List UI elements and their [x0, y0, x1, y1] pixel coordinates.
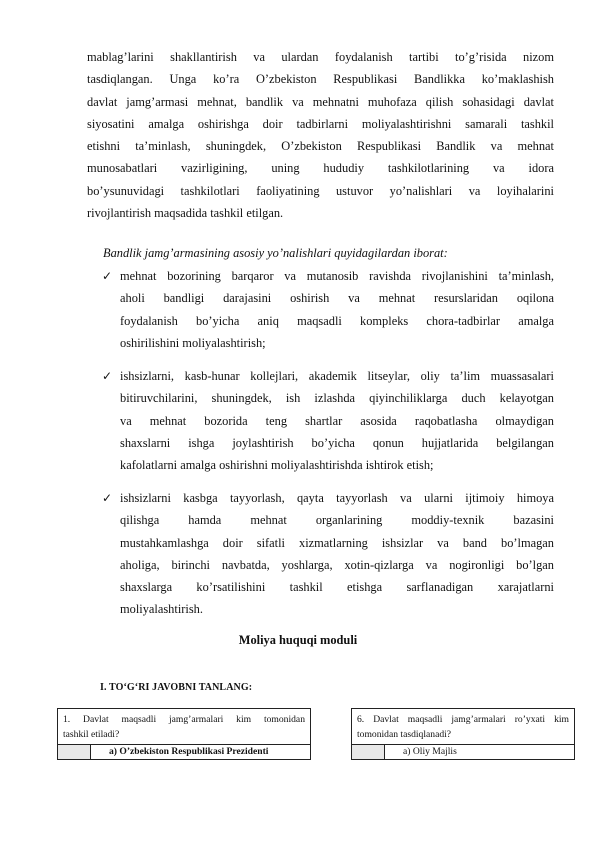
list-item-line: kafolatlarni amalga oshirishni moliyalashtirishda ishtirok etish;	[120, 458, 434, 473]
paragraph-line: davlat jamg’armasi mehnat, bandlik va mehnatni muhofaza qilish sohasidagi davlat	[87, 94, 554, 109]
paragraph-line: rivojlantirish maqsadida tashkil etilgan.	[87, 206, 284, 221]
module-title: Moliya huquqi moduli	[238, 633, 358, 647]
list-item-line: oshirilishini moliyalashtirish;	[120, 335, 266, 350]
list-item-line: aholi bandligi darajasini oshirish va mehnat resurslaridan oqilona	[120, 291, 554, 306]
answer-marker-cell[interactable]	[58, 745, 91, 759]
list-item-line: ishsizlarni kasbga tayyorlash, qayta tayyorlash va ularni ijtimoiy himoya	[120, 491, 554, 505]
list-item-text	[120, 487, 554, 621]
question-line: tashkil etiladi?	[63, 729, 120, 740]
list-item-text	[120, 365, 554, 476]
list-item-text	[120, 265, 554, 354]
question-line: tomonidan tasdiqlanadi?	[357, 729, 452, 740]
question-text	[352, 709, 574, 745]
list-item-line: bitiruvchilarini, shuningdek, ish izlashda qiyinchiliklarga duch kelayotgan	[120, 391, 554, 406]
paragraph-line: mablag’larini shakllantirish va ulardan foydalanish tartibi to’g’risida nizom	[87, 50, 554, 64]
answer-option[interactable]: a) O’zbekiston Respublikasi Prezidenti	[109, 746, 269, 757]
body-paragraph	[87, 46, 554, 224]
answer-option[interactable]: a) Oliy Majlis	[403, 746, 457, 757]
list-item	[102, 365, 554, 477]
checkmark-icon: ✓	[102, 491, 113, 505]
answer-marker-cell[interactable]	[352, 745, 385, 759]
question-line: 6. Davlat maqsadli jamg’armalari ro’yxati kim	[357, 714, 569, 725]
answer-row[interactable]	[58, 745, 310, 759]
list-item-line: shaxslarni ishga joylashtirish bo’yicha qonun hujjatlarida belgilangan	[120, 435, 554, 450]
list-item-line: foydalanish bo’yicha aniq maqsadli kompleks chora-tadbirlar amalga	[120, 313, 554, 328]
question-line: 1. Davlat maqsadli jamg’armalari kim tomonidan	[63, 714, 305, 725]
paragraph-line: siyosatini amalga oshirishga doir tadbirlarni moliyalashtirishni samarali tashkil	[87, 116, 554, 131]
checkmark-icon: ✓	[102, 269, 113, 283]
list-intro: Bandlik jamg’armasining asosiy yo’nalishlari quyidagilardan iborat:	[103, 246, 448, 260]
list-item	[102, 487, 554, 621]
question-card	[57, 708, 311, 760]
list-item-line: aholiga, birinchi navbatda, yoshlarga, xotin-qizlarga va nogironligi bo’lgan	[120, 557, 554, 572]
section-heading: I. TO‘G‘RI JAVOBNI TANLANG:	[100, 682, 253, 693]
list-item	[102, 265, 554, 355]
question-card	[351, 708, 575, 760]
paragraph-line: munosabatlari vazirligining, uning hududiy tashkilotlarining va idora	[87, 161, 554, 176]
list-item-line: shaxslarga ko’rsatilishini tashkil etishga sarflanadigan xarajatlarni	[120, 580, 554, 595]
list-item-line: mehnat bozorining barqaror va mutanosib ravishda rivojlanishini ta’minlash,	[120, 269, 554, 283]
question-text	[58, 709, 310, 745]
checkmark-icon: ✓	[102, 369, 113, 383]
list-item-line: ishsizlarni, kasb-hunar kollejlari, akademik litseylar, oliy ta’lim muassasalari	[120, 369, 554, 383]
list-item-line: mustahkamlashga doir sifatli xizmatlarning ishsizlar va band bo’lmagan	[120, 535, 554, 550]
list-item-line: qilishga hamda mehnat organlarining moddiy-texnik bazasini	[120, 513, 554, 528]
list-item-line: va mehnat bozorida teng shartlar asosida raqobatlasha olmaydigan	[120, 413, 554, 428]
list-item-line: moliyalashtirish.	[120, 602, 203, 617]
paragraph-line: tasdiqlangan. Unga ko’ra O’zbekiston Respublikasi Bandlikka ko’maklashish	[87, 72, 554, 87]
paragraph-line: bo’ysunuvidagi tashkilotlari faoliyatining ustuvor yo’nalishlari va loyihalarini	[87, 183, 554, 198]
paragraph-line: etishni ta’minlash, shuningdek, O’zbekiston Respublikasi Bandlik va mehnat	[87, 139, 554, 154]
answer-row[interactable]	[352, 745, 574, 759]
